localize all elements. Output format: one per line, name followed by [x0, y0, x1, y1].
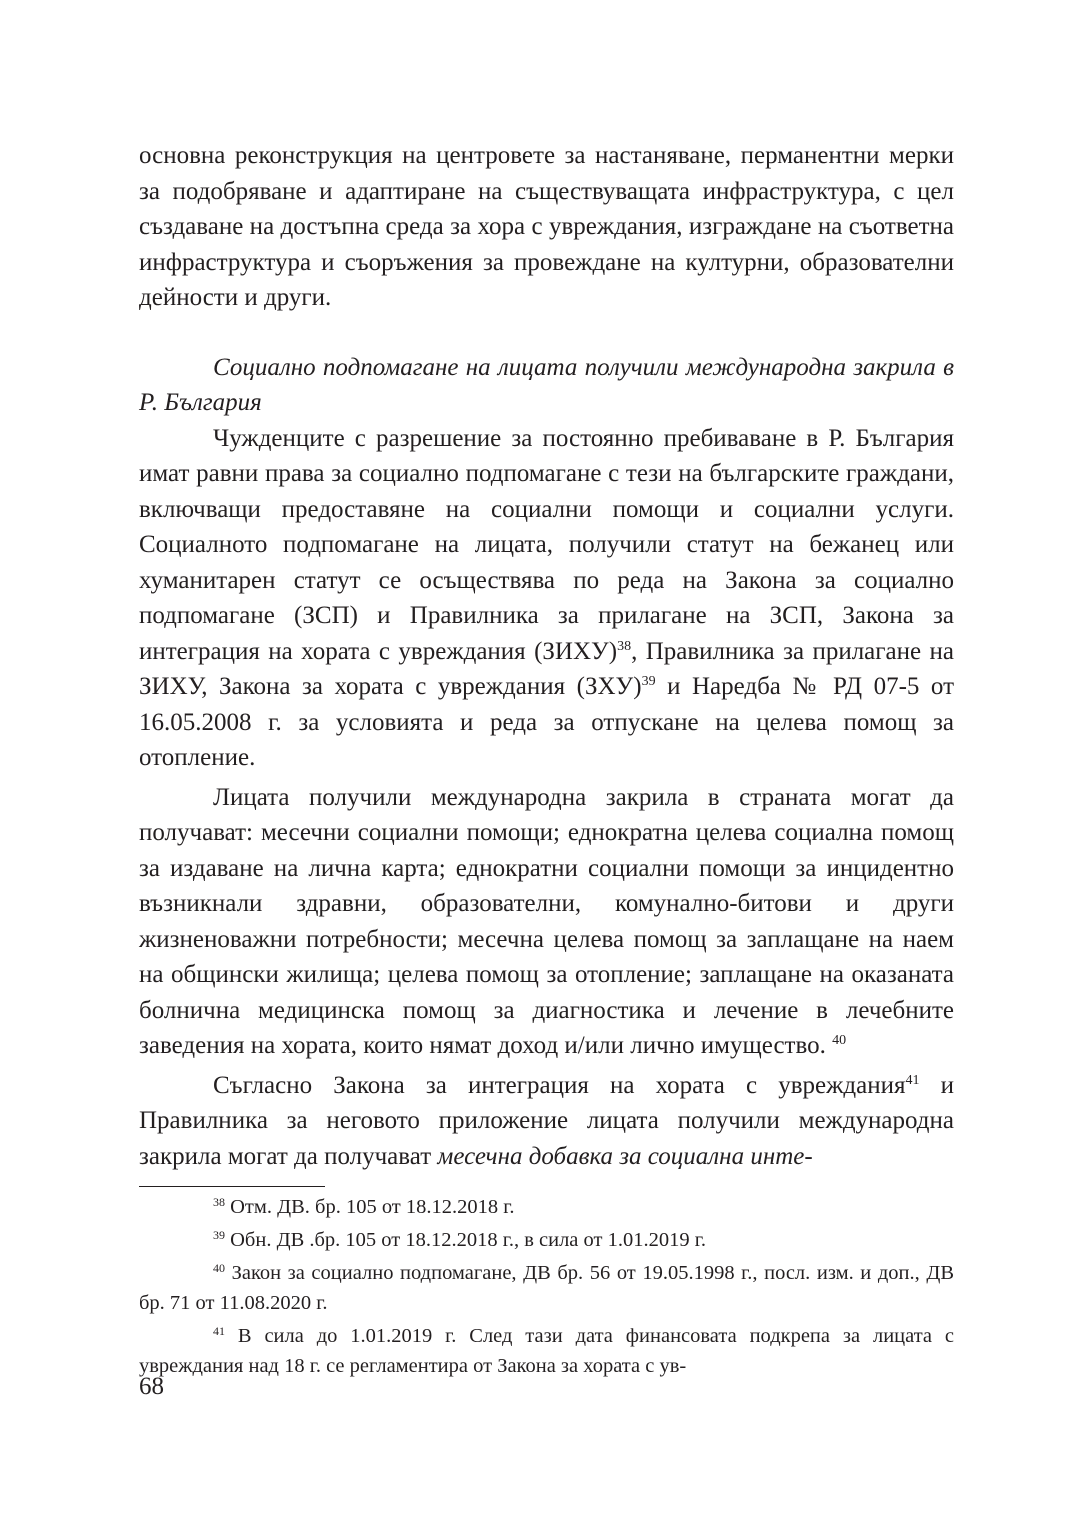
footnote-number: 38: [213, 1195, 225, 1209]
paragraph-1-part-b: , Правилника за прилагане на ЗИХУ, Закона за хората с увреждания (ЗХУ): [139, 637, 954, 700]
paragraph-1-part-c: и Наредба № РД 07-5 от 16.05.2008 г. за условията и реда за отпускане на целева помощ за отопление.: [139, 673, 955, 771]
footnote-39: [139, 1225, 954, 1255]
footnote-text: Обн. ДВ .бр. 105 от 18.12.2018 г., в сила от 1.01.2019 г.: [225, 1229, 706, 1251]
footnote-ref-40[interactable]: 40: [832, 1033, 847, 1048]
footnote-text: Закон за социално подпомагане, ДВ бр. 56 от 19.05.1998 г., посл. изм. и доп., ДВ бр. 71 от 11.08.2020 г.: [139, 1262, 954, 1314]
paragraph-3-part-a: Съгласно Закона за интеграция на хората с увреждания: [213, 1071, 906, 1099]
footnote-number: 41: [213, 1324, 225, 1338]
page-body: [139, 138, 954, 1174]
page-number: 68: [139, 1373, 164, 1400]
footnote-number: 39: [213, 1228, 225, 1242]
paragraph-1: [139, 421, 954, 776]
paragraph-1-part-a: Чужденците с разрешение за постоянно пребиваване в Р. България имат равни права за социално подпомагане с тези на българските граждани, включващи предоставяне на социални помощи и социални услуги. Социалното подпомагане на лицата, получили статут на бежанец или хуманитарен статут се осъществява по реда на Закона за социално подпомагане (ЗСП) и Правилника за прилагане на ЗСП, Закона за интеграция на хората с увреждания (ЗИХУ): [139, 424, 954, 665]
footnote-ref-39[interactable]: 39: [641, 674, 656, 689]
footnotes: [139, 1192, 954, 1381]
footnote-separator: [139, 1186, 325, 1187]
footnote-41: [139, 1321, 954, 1381]
paragraph-3-part-b: и Правилника за неговото приложение лицата получили международна закрила могат да получават: [139, 1071, 954, 1170]
footnote-ref-38[interactable]: 38: [617, 638, 632, 654]
continuation-paragraph: основна реконструкция на центровете за настаняване, перманентни мерки за подобряване и адаптиране на съществуващата инфраструктура, с цел създаване на достъпна среда за хора с увреждания, изграждане на съответна инфраструктура и съоръжения за провеждане на културни, образователни дейности и други.: [139, 142, 954, 311]
paragraph-3: [139, 1068, 954, 1175]
footnote-text: В сила до 1.01.2019 г. След тази дата финансовата подкрепа за лицата с увреждания над 18 г. се регламентира от Закона за хората с ув-: [139, 1325, 954, 1377]
footnote-ref-41[interactable]: 41: [905, 1072, 920, 1088]
paragraph-2-text: Лицата получили международна закрила в страната могат да получават: месечни социални помощи; еднократна целева социална помощ за издаване на лична карта; еднократни социални помощи за инцидентно възникнали здравни, образователни, комунално-битови и други жизненоважни потребности; месечна целева помощ за заплащане на наем на общински жилища; целева помощ за отопление; заплащане на оказаната болнична медицинска помощ за диагностика и лечение в лечебните заведения на хората, които нямат доход и/или лично имущество.: [139, 783, 954, 1059]
footnote-38: [139, 1192, 954, 1222]
paragraph-2: [139, 780, 954, 1064]
paragraph-3-italic-tail: месечна добавка за социална инте-: [437, 1142, 813, 1170]
footnote-40: [139, 1258, 954, 1318]
footnote-text: Отм. ДВ. бр. 105 от 18.12.2018 г.: [225, 1196, 515, 1218]
section-heading: Социално подпомагане на лицата получили международна закрила в Р. България: [139, 353, 954, 416]
footnote-number: 40: [213, 1261, 225, 1275]
